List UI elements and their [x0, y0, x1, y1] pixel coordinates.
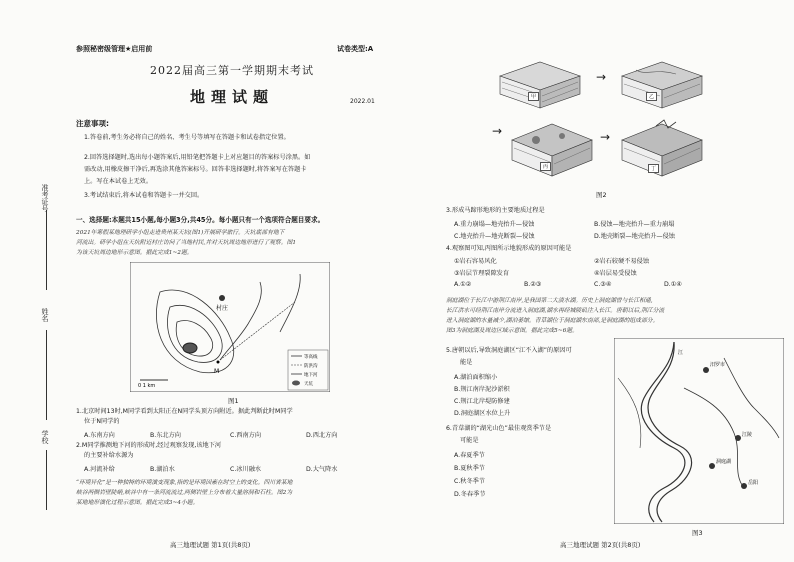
- legend-item: 地下河: [304, 373, 318, 378]
- figure-2-block-3: [506, 118, 598, 182]
- section-title: 一、选择题:本题共15小题,每小题3分,共45分。每小题只有一个选项符合题目要求。: [76, 216, 325, 224]
- option: A.东南方向: [84, 432, 115, 439]
- option: D.地壳断裂—地壳抬升—侵蚀: [594, 233, 675, 240]
- map-label: 汨罗市: [710, 362, 726, 368]
- question-4: 4.观察图可知,丙图所示地貌形成的原因可能是: [446, 245, 572, 252]
- binding-line: [46, 210, 47, 290]
- figure-2-block-4: [616, 118, 708, 182]
- scale-label: 0 1 km: [138, 383, 156, 389]
- option: B.夏秋季节: [454, 465, 485, 472]
- point-m-label: M: [214, 368, 220, 375]
- legend-item: 防洪沟: [304, 364, 318, 369]
- arrow-right-icon: →: [600, 130, 611, 144]
- option: C.荆江北岸堤防修建: [454, 398, 510, 405]
- option: A.重力崩塌—地壳抬升—侵蚀: [454, 221, 535, 228]
- point-m-icon: [217, 361, 220, 364]
- intro-paragraph: 洞庭湖位于长江中游荆江南岸,是我国第二大淡水湖。历史上洞庭湖曾与长江相通,: [446, 298, 653, 304]
- option: B.湖泊水: [150, 466, 175, 473]
- footer-left: 高三地理试题 第1页(共8页): [170, 541, 251, 549]
- subject-title: 地理试题: [190, 88, 275, 106]
- option: A.湖泊面积缩小: [454, 374, 498, 381]
- option: C.③④: [594, 281, 612, 288]
- question-6: 可能是: [460, 437, 479, 444]
- option: C.地壳抬升—地壳断裂—侵蚀: [454, 233, 535, 240]
- option: B.②③: [524, 281, 542, 288]
- option: D.冬春季节: [454, 491, 486, 498]
- question-5: 5.唐朝以后,导致洞庭湖区“江不入湖”的原因可: [446, 347, 572, 354]
- notice-item: 3.考试结束后,将本试卷和答题卡一并交回。: [84, 192, 204, 199]
- village-label: 村庄: [216, 305, 229, 312]
- notice-item: 上。写在本试卷上无效。: [84, 178, 153, 185]
- option: D.大气降水: [306, 466, 338, 473]
- question-5: 能是: [460, 359, 473, 366]
- question-2: 的主要补给水源为: [84, 452, 134, 459]
- arrow-right-icon: →: [596, 70, 607, 84]
- block-label: 丙: [540, 162, 551, 171]
- binding-line: [46, 330, 47, 420]
- option: D.洞庭湖区水位上升: [454, 410, 511, 417]
- option: B.侵蚀—地壳抬升—重力崩塌: [594, 221, 675, 228]
- option: A.①②: [454, 281, 472, 288]
- intro-paragraph: 长江洪水可经荆江南岸分流进入洞庭湖,湖水再经城陵矶注入长江。唐朝以后,荆江分流: [446, 308, 665, 314]
- notice-item: 需改动,用橡皮擦干净后,再选涂其他答案标号。回答非选择题时,将答案写在答题卡: [84, 166, 307, 173]
- side-label-name: 姓名: [41, 308, 49, 322]
- map-label: 岳阳: [748, 480, 759, 486]
- side-label-exam-number: 准考证号: [41, 184, 49, 212]
- option: B.东北方向: [150, 432, 181, 439]
- option: ②岩石较硬不易侵蚀: [594, 258, 650, 265]
- intro-paragraph: 为该天坑周边地形示意图。据此完成1~2题。: [76, 250, 193, 256]
- notice-item: 1.答卷前,考生务必将自己的姓名、考生号等填写在答题卡和试卷指定位置。: [84, 134, 290, 141]
- city-icon: [703, 367, 709, 373]
- notice-item: 2.回答选择题时,选出每小题答案后,用铅笔把答题卡上对应题目的答案标号涂黑。如: [84, 154, 311, 161]
- figure-2-block-1: [494, 56, 586, 112]
- option: ③岩层节理裂隙发育: [454, 270, 510, 277]
- intro-paragraph: 河流出。研学小组在天坑附近村庄访问了当地村民,并对天坑周边地形进行了观察。图1: [76, 240, 297, 246]
- intro-paragraph: 进入洞庭湖的水量减少,湖泊萎缩。青草湖位于洞庭湖东南部,是洞庭湖的组成部分。: [446, 318, 659, 324]
- option: C.秋冬季节: [454, 478, 486, 485]
- block-label: 甲: [528, 92, 539, 101]
- right-page: [400, 0, 794, 562]
- map-label: 江: [678, 350, 684, 356]
- header-left: 参照秘密级管理★启用前: [76, 45, 153, 53]
- option: ④岩层易受侵蚀: [594, 270, 637, 277]
- city-icon: [741, 483, 747, 489]
- figure-2-block-2: [616, 56, 708, 112]
- header-right: 试卷类型:A: [337, 45, 374, 53]
- figure-1-map: [130, 262, 330, 392]
- block-label: 丁: [648, 164, 659, 173]
- question-3: 3.形成马蹄形地形的主要地质过程是: [446, 207, 545, 214]
- option: D.西北方向: [306, 432, 338, 439]
- question-1: 位于N同学的: [84, 418, 120, 425]
- legend-item: 等高线: [304, 355, 318, 360]
- intro-paragraph: “环境异化”是一种独特的环境演变现象,指的是环境因素在时空上的变化。四川省某地: [76, 480, 293, 486]
- intro-paragraph: 图3为洞庭湖及周边区域示意图。据此完成5~6题。: [446, 328, 578, 334]
- option: ①岩石容易风化: [454, 258, 497, 265]
- question-1: 1.北京时间13时,M同学看到太阳正在N同学头顶方向附近。据此判断此时M同学: [76, 408, 293, 415]
- intro-paragraph: 2021年寒假某地理研学小组走进贵州某天坑(图1)开展研学旅行。天坑底部有地下: [76, 230, 285, 236]
- arrow-right-icon: →: [492, 124, 503, 138]
- option: A.春夏季节: [454, 452, 485, 459]
- footer-right: 高三地理试题 第2页(共8页): [560, 541, 641, 549]
- option: B.荆江南岸泥沙淤积: [454, 386, 510, 393]
- legend-item: 天坑: [304, 382, 313, 387]
- option: C.冰川融水: [230, 466, 262, 473]
- question-2: 2.M同学推测地下河的形成时,经过观察发现,该地下河: [76, 442, 222, 449]
- map-label: 洞庭湖: [716, 459, 732, 465]
- exam-title: 2022届高三第一学期期末考试: [150, 64, 314, 77]
- city-icon: [735, 435, 741, 441]
- exam-date: 2022.01: [350, 98, 375, 105]
- intro-paragraph: 峡谷两侧岩壁陡峭,峡谷中有一条河流流过,两侧岩壁上分布着大量溶洞和石柱。图2为: [76, 490, 293, 496]
- block-label: 乙: [646, 92, 657, 101]
- figure-3-caption: 图3: [692, 529, 703, 537]
- village-icon: [219, 295, 225, 301]
- option: A.河流补给: [84, 466, 115, 473]
- option: C.西南方向: [230, 432, 262, 439]
- binding-line: [46, 450, 47, 510]
- question-6: 6.青草湖的“湖光山色”最佳观赏季节是: [446, 425, 552, 432]
- figure-2-caption: 图2: [596, 191, 607, 199]
- figure-3-map: [614, 338, 784, 524]
- notice-title: 注意事项:: [76, 119, 109, 128]
- option: D.①④: [664, 281, 682, 288]
- figure-1-caption: 图1: [228, 397, 239, 405]
- map-label: 江陵: [742, 432, 753, 438]
- side-label-school: 学校: [41, 430, 49, 444]
- intro-paragraph: 某地地形演化过程示意图。据此完成3~4小题。: [76, 500, 199, 506]
- city-icon: [709, 463, 715, 469]
